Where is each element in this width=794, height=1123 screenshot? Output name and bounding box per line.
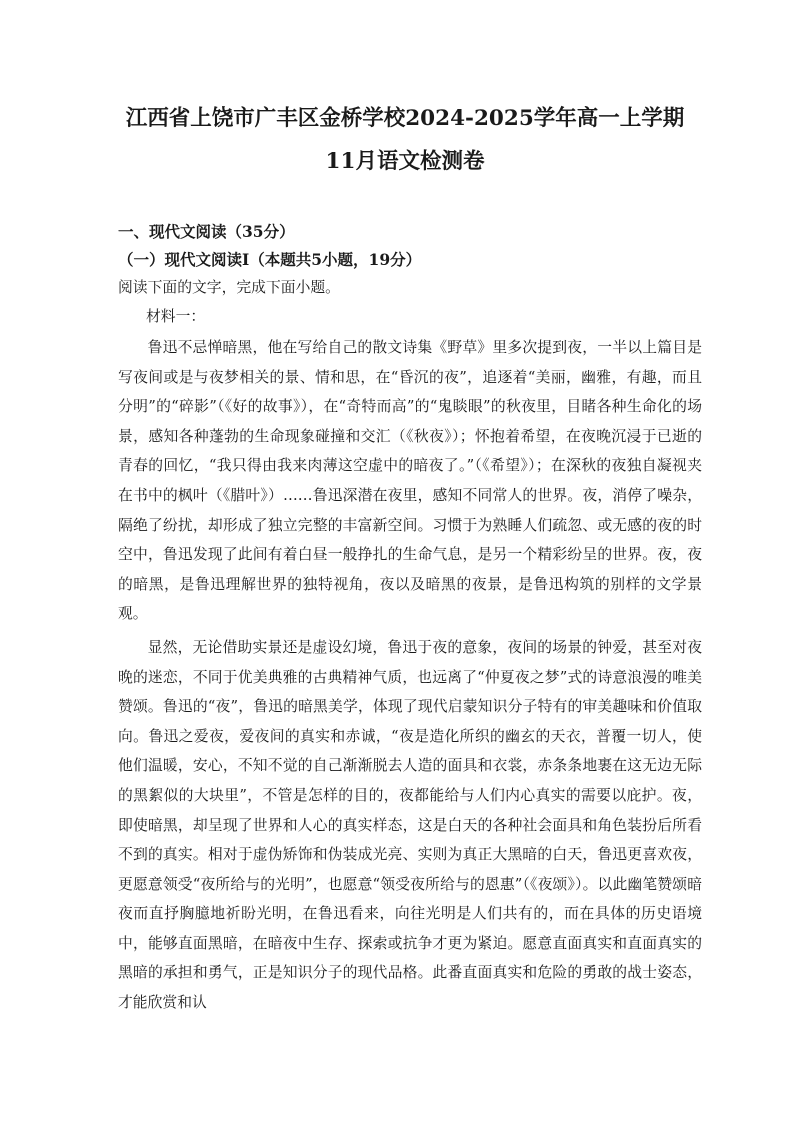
paragraph-1: 鲁迅不忌惮暗黑，他在写给自己的散文诗集《野草》里多次提到夜，一半以上篇目是写夜间或是与夜梦相关的景、情和思，在“昏沉的夜”，追逐着“美丽，幽雅，有趣，而且分明”的“碎影”（《好的故事》），在“奇特而高”的“鬼睒眼”的秋夜里，目睹各种生命化的场景，感知各种蓬勃的生命现象碰撞和交汇（《秋夜》）；怀抱着希望，在夜晚沉浸于已逝的青春的回忆，“我只得由我来肉薄这空虚中的暗夜了。”（《希望》）；在深秋的夜独自凝视夹在书中的枫叶（《腊叶》）……鲁迅深潜在夜里，感知不同常人的世界。夜，消停了噪杂，隔绝了纷扰，却形成了独立完整的丰富新空间。习惯于为熟睡人们疏忽、或无感的夜的时空中，鲁迅发现了此间有着白昼一般挣扎的生命气息，是另一个精彩纷呈的世界。夜，夜的暗黑，是鲁迅理解世界的独特视角，夜以及暗黑的夜景，是鲁迅构筑的别样的文学景观。 [118,339,702,623]
page-subtitle: 11月语文检测卷 [325,149,485,174]
section-heading-1: 一、现代文阅读（35分） [118,222,295,241]
material-label: 材料一： [146,308,206,325]
title-block [108,0,702,177]
instruction-text: 阅读下面的文字，完成下面小题。 [118,279,340,296]
page-title: 江西省上饶市广丰区金桥学校2024-2025学年高一上学期 [125,106,685,131]
section-heading-2: （一）现代文阅读Ⅰ（本题共5小题，19分） [118,250,422,269]
paragraph-2: 显然，无论借助实景还是虚设幻境，鲁迅于夜的意象，夜间的场景的钟爱，甚至对夜晚的迷恋，不同于优美典雅的古典精神气质，也远离了“仲夏夜之梦”式的诗意浪漫的唯美赞颂。鲁迅的“夜”，鲁迅的暗黑美学，体现了现代启蒙知识分子特有的审美趣味和价值取向。鲁迅之爱夜，爱夜间的真实和赤诚，“夜是造化所织的幽玄的天衣，普覆一切人，使他们温暖，安心，不知不觉的自己渐渐脱去人造的面具和衣裳，赤条条地裹在这无边无际的黑絮似的大块里”，不管是怎样的目的，夜都能给与人们内心真实的需要以庇护。夜，即使暗黑，却呈现了世界和人心的真实样态，这是白天的各种社会面具和角色装扮后所看不到的真实。相对于虚伪矫饰和伪装成光亮、实则为真正大黑暗的白天，鲁迅更喜欢夜，更愿意领受“夜所给与的光明”，也愿意“领受夜所给与的恩惠”（《夜颂》）。以此幽笔赞颂暗夜而直抒胸臆地祈盼光明，在鲁迅看来，向往光明是人们共有的，而在具体的历史语境中，能够直面黑暗，在暗夜中生存、探索或抗争才更为紧迫。愿意直面真实和直面真实的黑暗的承担和勇气，正是知识分子的现代品格。此番直面真实和危险的勇敢的战士姿态，才能欣赏和认 [118,638,702,1012]
